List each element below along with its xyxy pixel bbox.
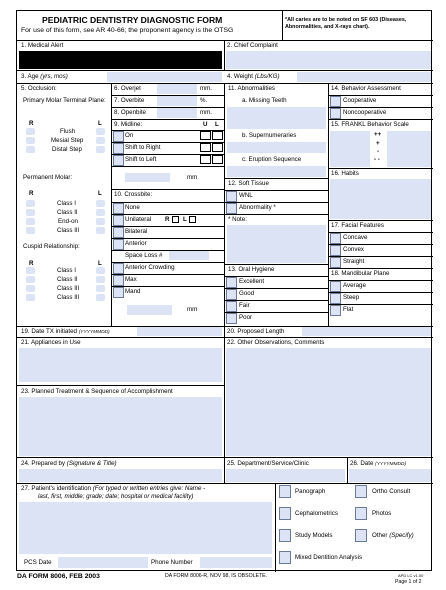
- fair-check[interactable]: [226, 301, 237, 312]
- molar-c3-l-checkbox[interactable]: [96, 227, 105, 234]
- overjet-field[interactable]: [157, 84, 197, 94]
- date-label: 26. Date (YYYYMMDD): [350, 460, 407, 467]
- supernumeraries-field[interactable]: [227, 142, 326, 153]
- patient-id-label: 27. Patient's identification (For typed or written entries give: Name -: [21, 485, 206, 492]
- prepared-by-label: 24. Prepared by (Signature & Title): [21, 460, 117, 467]
- date-tx-field[interactable]: [137, 327, 222, 336]
- midline-left-l[interactable]: [212, 155, 223, 164]
- phone-number-label: Phone Number: [151, 559, 193, 566]
- diagnostic-form: PEDIATRIC DENTISTRY DIAGNOSTIC FORM For use of this form, see AR 40-66; the proponent agency is the OTSG *All caries are to be noted on SF 603 (Diseases, Abnormalities, and X-rays chart). 1. Medical Alert 2. Chief Complaint 3. Age (yrs, mos) 4. Weight (Lbs/KG) 5. Occlusion: Primary Molar Terminal Plane: R L Flush Mesial Step Distal Step Permanent Molar: R L Class I Class II End-on Class III Cuspid Relationship: R L Class I Class II Class III Class III 6. Overjet mm. 7. Overbite %. 8. Openbite mm. 9. Midline: U L On Shift to Right Shift to Left mm 10. Crossbite: None Unilateral R L Bilateral Anterior Space Loss # Anterior Crowding Max Mand mm 11. Abnormalities a. Missing Teeth b. Supernumeraries c. Eruption Sequence 12. Soft Tissue WNL Abnormality * * Note: 13. Oral Hygiene Excellent Good Fair Poor 14. Behavior Assessment Cooperative Noncooperative 15. FRANKL Behavior Scale ++ + - - - 16. Habits 17. Facial Features Concave Convex Straight 18. Mandibular Plane Average Steep Flat 19. Date TX initiated (YYYYMMDD) 20. Proposed Length 21. Appliances in Use 22. Other Observations, Comments 23. Planned Treatment & Sequence of Accomplishment 24. Prepared by (Signature & Title) 25. Department/Service/Clinic 26. Date (YYYYMMDD) 27. Patient's identification (For typed or written entries give: Name - last, first, middle; grade; date; hospital or medical facility) PCS Date Phone Number Panograph Ortho Consult Cephalometrics Photos Study Models Other (Specify) Mixed Dentition Analysis: [16, 10, 432, 571]
- phone-number-field[interactable]: [200, 557, 272, 568]
- mesial-r-checkbox[interactable]: [26, 137, 35, 144]
- noncooperative-check[interactable]: [330, 108, 341, 119]
- date-tx-label: 19. Date TX initiated (YYYYMMDD): [21, 328, 110, 335]
- age-label: 3. Age (yrs, mos): [21, 73, 68, 80]
- cuspid-c2-r-checkbox[interactable]: [26, 276, 35, 283]
- midline-right-u[interactable]: [200, 143, 211, 152]
- max-check[interactable]: [113, 275, 124, 286]
- patient-id-hint: last, first, middle; grade; date; hospital or medical facility): [38, 493, 194, 500]
- weight-label: 4. Weight (Lbs/KG): [227, 73, 280, 80]
- molar-c2-l-checkbox[interactable]: [96, 209, 105, 216]
- midline-on-u[interactable]: [200, 131, 211, 140]
- appliances-field[interactable]: [19, 348, 222, 382]
- page-number: Page 1 of 2: [395, 579, 422, 585]
- chief-complaint-label: 2. Chief Complaint: [227, 42, 278, 49]
- proposed-length-label: 20. Proposed Length: [227, 328, 285, 335]
- apd-version: APD LC v1.00: [398, 573, 424, 578]
- midline-on-check[interactable]: [113, 131, 124, 142]
- flush-l-checkbox[interactable]: [96, 128, 105, 135]
- convex-check[interactable]: [330, 245, 341, 256]
- midline-right-l[interactable]: [212, 143, 223, 152]
- crossbite-anterior-check[interactable]: [113, 239, 124, 250]
- good-check[interactable]: [226, 289, 237, 300]
- department-field[interactable]: [226, 469, 345, 482]
- concave-check[interactable]: [330, 233, 341, 244]
- proposed-length-field[interactable]: [302, 327, 431, 336]
- patient-id-field[interactable]: [19, 502, 272, 554]
- date-field[interactable]: [349, 469, 431, 482]
- average-check[interactable]: [330, 281, 341, 292]
- cuspid-c2-l-checkbox[interactable]: [96, 276, 105, 283]
- medical-alert-label: 1. Medical Alert: [21, 42, 64, 49]
- molar-c2-r-checkbox[interactable]: [26, 209, 35, 216]
- cuspid-c3-r-checkbox[interactable]: [26, 285, 35, 292]
- midline-left-u[interactable]: [200, 155, 211, 164]
- abnormality-check[interactable]: [226, 203, 237, 214]
- unilateral-r-box[interactable]: [172, 216, 179, 223]
- form-subtitle: For use of this form, see AR 40-66; the proponent agency is the OTSG: [21, 27, 234, 34]
- form-title: PEDIATRIC DENTISTRY DIAGNOSTIC FORM: [42, 15, 223, 25]
- flush-r-checkbox[interactable]: [26, 128, 35, 135]
- panograph-check[interactable]: [279, 485, 291, 498]
- distal-l-checkbox[interactable]: [96, 146, 105, 153]
- crowding-check[interactable]: [113, 263, 124, 274]
- distal-r-checkbox[interactable]: [26, 146, 35, 153]
- molar-endon-l-checkbox[interactable]: [96, 218, 105, 225]
- crowding-mm-field[interactable]: [127, 305, 172, 315]
- midline-right-check[interactable]: [113, 143, 124, 154]
- excellent-check[interactable]: [226, 277, 237, 288]
- unilateral-l-box[interactable]: [189, 216, 196, 223]
- midline-left-check[interactable]: [113, 155, 124, 166]
- molar-c1-r-checkbox[interactable]: [26, 200, 35, 207]
- missing-teeth-field[interactable]: [227, 107, 326, 129]
- mixed-dentition-check[interactable]: [279, 551, 291, 564]
- wnl-check[interactable]: [226, 191, 237, 202]
- observations-label: 22. Other Observations, Comments: [227, 339, 325, 346]
- planned-treatment-label: 23. Planned Treatment & Sequence of Accomplishment: [21, 388, 173, 395]
- observations-field[interactable]: [226, 348, 431, 456]
- cuspid-c3b-l-checkbox[interactable]: [96, 294, 105, 301]
- permanent-molar-label: Permanent Molar:: [23, 174, 73, 181]
- caries-note: *All caries are to be noted on SF 603 (Diseases, Abnormalities, and X-rays chart).: [285, 17, 407, 31]
- age-field[interactable]: [107, 72, 222, 82]
- photos-check[interactable]: [355, 507, 367, 520]
- frankl-right-field[interactable]: [387, 131, 431, 167]
- crossbite-none-check[interactable]: [113, 203, 124, 214]
- primary-molar-label: Primary Molar Terminal Plane:: [23, 97, 106, 104]
- cooperative-check[interactable]: [330, 96, 341, 107]
- form-number: DA FORM 8006, FEB 2003: [17, 573, 100, 580]
- other-check[interactable]: [355, 529, 367, 542]
- weight-field[interactable]: [297, 72, 431, 82]
- flat-check[interactable]: [330, 305, 341, 316]
- prepared-by-field[interactable]: [19, 469, 222, 482]
- occlusion-label: 5. Occlusion:: [21, 85, 57, 92]
- midline-mm-field[interactable]: [125, 173, 170, 182]
- cuspid-c1-r-checkbox[interactable]: [26, 267, 35, 274]
- molar-endon-r-checkbox[interactable]: [26, 218, 35, 225]
- eruption-field[interactable]: [227, 166, 326, 177]
- planned-treatment-field[interactable]: [19, 397, 222, 456]
- cuspid-c1-l-checkbox[interactable]: [96, 267, 105, 274]
- pcs-date-field[interactable]: [58, 557, 148, 568]
- molar-c1-l-checkbox[interactable]: [96, 200, 105, 207]
- study-models-check[interactable]: [279, 529, 291, 542]
- steep-check[interactable]: [330, 293, 341, 304]
- mesial-l-checkbox[interactable]: [96, 137, 105, 144]
- pcs-date-label: PCS Date: [24, 559, 52, 566]
- openbite-field[interactable]: [157, 108, 197, 118]
- overbite-field[interactable]: [157, 96, 197, 106]
- cuspid-label: Cuspid Relationship:: [23, 243, 80, 250]
- straight-check[interactable]: [330, 257, 341, 268]
- chief-complaint-field[interactable]: [226, 51, 431, 69]
- ortho-consult-check[interactable]: [355, 485, 367, 498]
- poor-check[interactable]: [226, 313, 237, 324]
- crossbite-bilateral-check[interactable]: [113, 227, 124, 238]
- midline-on-l[interactable]: [212, 131, 223, 140]
- cuspid-c3-l-checkbox[interactable]: [96, 285, 105, 292]
- habits-field[interactable]: [330, 179, 431, 219]
- soft-tissue-note-field[interactable]: [227, 225, 326, 263]
- cuspid-c3b-r-checkbox[interactable]: [26, 294, 35, 301]
- mand-check[interactable]: [113, 287, 124, 298]
- obsolete-notice: DA FORM 8006-R, NOV 98, IS OBSOLETE.: [165, 573, 268, 579]
- cephalometrics-check[interactable]: [279, 507, 291, 520]
- space-loss-field[interactable]: [169, 251, 209, 260]
- appliances-label: 21. Appliances in Use: [21, 339, 81, 346]
- department-label: 25. Department/Service/Clinic: [227, 460, 309, 467]
- medical-alert-field[interactable]: [19, 51, 222, 69]
- molar-c3-r-checkbox[interactable]: [26, 227, 35, 234]
- frankl-left-field[interactable]: [330, 131, 370, 167]
- crossbite-unilateral-check[interactable]: [113, 215, 124, 226]
